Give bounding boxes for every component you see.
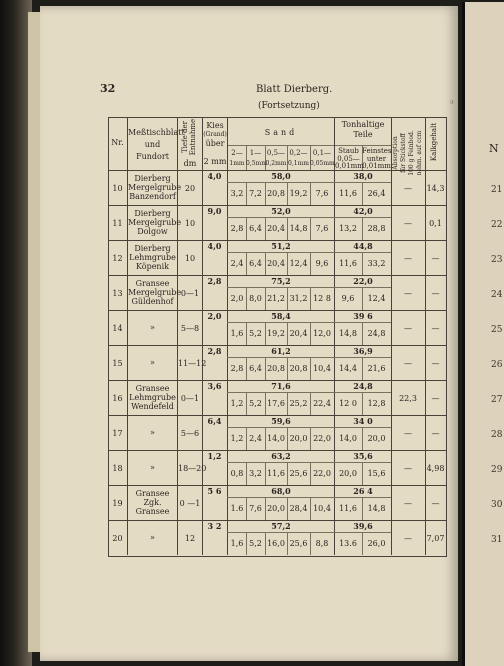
row-absorption: — — [404, 498, 412, 508]
row-sand-total: 59,6 — [271, 416, 291, 426]
header-feinstes-unter: unter — [366, 155, 387, 163]
row-sand-value: 22,0 — [313, 469, 331, 478]
row-kies: 2,8 — [207, 346, 222, 356]
row-sand-value: 1.6 — [230, 504, 244, 513]
row-fundort: Mergelgrube — [128, 218, 182, 227]
row-sand-value: 8,8 — [315, 539, 329, 548]
row-staub: 13.6 — [339, 539, 357, 548]
total-underline — [227, 497, 391, 498]
row-nr: 15 — [112, 358, 123, 368]
header-sand-unit: 0,2mm — [265, 160, 287, 167]
row-sand-value: 2,4 — [230, 259, 244, 268]
total-underline — [227, 462, 391, 463]
row-sand-value: 20,4 — [289, 329, 308, 338]
row-fundort: Dierberg — [134, 174, 171, 183]
row-sand-value: 1,6 — [230, 539, 244, 548]
row-sand-total: 68,0 — [271, 486, 291, 496]
total-underline — [227, 287, 391, 288]
row-nr: 18 — [112, 463, 123, 473]
row-tiefe: 0 —1 — [179, 498, 201, 508]
row-fundort: » — [150, 428, 155, 437]
header-sand-range: 0,5— — [266, 149, 286, 157]
row-ton-total: 35,6 — [353, 451, 373, 461]
row-absorption: — — [404, 288, 412, 298]
row-sand-value: 8,0 — [249, 294, 262, 303]
row-sand-value: 5,2 — [249, 399, 262, 408]
page-number: 32 — [100, 82, 116, 95]
header-sand-unit: 0,05mm — [310, 160, 335, 167]
next-page-row-number: 30 — [491, 500, 503, 510]
row-kies: 6,4 — [207, 416, 222, 426]
row-feinstes: 20,0 — [367, 434, 386, 443]
row-fundort: Banzendorf — [129, 192, 176, 201]
row-sand-value: 19,2 — [289, 189, 308, 198]
row-sand-value: 9,6 — [315, 259, 329, 268]
row-ton-total: 39,6 — [353, 521, 373, 531]
row-sand-value: 5,2 — [249, 329, 262, 338]
header-tiefe-unit: dm — [183, 159, 197, 168]
row-fundort: Gransee — [135, 384, 170, 393]
row-kalk: — — [431, 428, 440, 438]
page-curl-mark: ᵓ — [450, 99, 454, 110]
header-tonhaltige: Tonhaltige — [341, 120, 385, 129]
row-sand-value: 12,4 — [289, 259, 308, 268]
sand-subheader-line — [228, 145, 334, 146]
row-staub: 20,0 — [339, 469, 357, 478]
row-sand-value: 6,4 — [249, 364, 262, 373]
row-kalk: — — [431, 498, 440, 508]
row-sand-value: 20,8 — [267, 364, 285, 373]
row-sand-total: 58,0 — [271, 171, 291, 181]
row-nr: 19 — [112, 498, 123, 508]
row-fundort: Mergelgrube — [128, 288, 182, 297]
header-sand-unit: 1mm — [229, 160, 245, 167]
row-nr: 17 — [112, 428, 123, 438]
row-absorption: 22,3 — [399, 393, 417, 403]
row-tiefe: 10 — [184, 253, 196, 263]
page-title: Blatt Dierberg. — [256, 84, 333, 95]
row-feinstes: 15,6 — [367, 469, 386, 478]
row-sand-total: 51,2 — [271, 241, 291, 251]
header-staub-unit: 0,01mm — [335, 162, 364, 170]
row-feinstes: 26,0 — [367, 539, 386, 548]
total-underline — [227, 252, 391, 253]
total-underline — [227, 532, 391, 533]
header-messtischblatt: Meßtischblatt — [128, 128, 185, 137]
header-feinstes: Feinstes — [362, 147, 392, 155]
row-sand-total: 52,0 — [271, 206, 291, 216]
row-sand-total: 61,2 — [271, 346, 291, 356]
next-page-row-number: 24 — [491, 290, 503, 300]
row-nr: 16 — [112, 393, 123, 403]
row-ton-total: 38,0 — [353, 171, 373, 181]
row-kalk: 0,1 — [429, 218, 442, 228]
row-fundort: » — [150, 323, 155, 332]
header-sand-range: 1— — [249, 149, 262, 157]
row-kies: 4,0 — [207, 171, 222, 181]
next-page-row-number: 31 — [491, 535, 503, 545]
row-sand-value: 2,8 — [230, 224, 244, 233]
row-staub: 14,8 — [339, 329, 357, 338]
header-sand: Sand — [264, 128, 298, 137]
row-sand-value: 7,6 — [315, 224, 329, 233]
row-sand-value: 31,2 — [289, 294, 308, 303]
row-kies: 3 2 — [207, 521, 222, 531]
row-kalk: 7,07 — [426, 533, 445, 543]
row-ton-total: 42,0 — [353, 206, 373, 216]
row-staub: 13,2 — [339, 224, 357, 233]
next-page-row-number: 25 — [491, 325, 503, 335]
header-feinstes-unit: 0,01mm — [362, 162, 391, 170]
row-sand-value: 16,0 — [267, 539, 285, 548]
row-sand-value: 20,0 — [289, 434, 308, 443]
row-kies: 3,6 — [207, 381, 222, 391]
row-tiefe: 20 — [184, 183, 196, 193]
next-page-row-number: 29 — [491, 465, 503, 475]
row-tiefe: 11—12 — [178, 358, 207, 368]
row-kies: 4,0 — [207, 241, 222, 251]
row-sand-value: 20,8 — [267, 189, 285, 198]
row-absorption: — — [404, 323, 412, 333]
row-sand-value: 7,6 — [315, 189, 329, 198]
row-sand-total: 57,2 — [271, 521, 291, 531]
row-sand-value: 2,8 — [230, 364, 244, 373]
row-fundort: » — [150, 533, 155, 542]
header-tiefe: Tiefe der Entnahme — [181, 118, 197, 156]
row-kalk: — — [431, 393, 440, 403]
row-sand-value: 5,2 — [249, 539, 262, 548]
row-ton-total: 39 6 — [353, 311, 373, 321]
header-sand-unit: 0,1mm — [288, 160, 309, 167]
row-sand-value: 20,4 — [267, 224, 285, 233]
row-fundort: » — [150, 463, 155, 472]
header-kies: Kies — [206, 121, 224, 130]
row-absorption: — — [404, 533, 412, 543]
row-ton-total: 36,9 — [353, 346, 373, 356]
row-nr: 10 — [112, 183, 123, 193]
total-underline — [227, 427, 391, 428]
row-sand-total: 58,4 — [271, 311, 291, 321]
row-sand-total: 63,2 — [271, 451, 291, 461]
next-page-row-number: 28 — [491, 430, 503, 440]
row-feinstes: 24,8 — [367, 329, 386, 338]
row-nr: 11 — [112, 218, 123, 228]
row-fundort: » — [150, 358, 155, 367]
total-underline — [227, 392, 391, 393]
row-sand-value: 25,2 — [289, 399, 308, 408]
row-fundort: Gransee — [135, 489, 170, 498]
total-underline — [227, 182, 391, 183]
row-kalk: 4,98 — [426, 463, 445, 473]
row-kies: 2,8 — [207, 276, 222, 286]
row-kalk: — — [431, 323, 440, 333]
row-sand-value: 14,0 — [267, 434, 285, 443]
next-page-edge — [462, 2, 504, 666]
row-feinstes: 12,8 — [367, 399, 386, 408]
row-sand-value: 3,2 — [230, 189, 244, 198]
row-sand-value: 2,4 — [249, 434, 262, 443]
row-absorption: — — [404, 463, 412, 473]
row-staub: 11,6 — [339, 189, 357, 198]
header-sand-range: 0,2— — [289, 149, 308, 157]
row-absorption: — — [404, 428, 412, 438]
row-feinstes: 12,4 — [367, 294, 386, 303]
row-sand-value: 7,2 — [249, 189, 262, 198]
row-sand-total: 71,6 — [271, 381, 291, 391]
row-fundort: Zgk. — [143, 498, 162, 507]
row-sand-value: 7,6 — [249, 504, 262, 513]
row-fundort: Gransee — [135, 279, 170, 288]
row-ton-total: 24,8 — [353, 381, 373, 391]
row-tiefe: 12 — [184, 533, 196, 543]
row-sand-value: 19,2 — [267, 329, 285, 338]
header-sand-unit: 0,5mm — [246, 160, 267, 167]
row-sand-value: 20,8 — [289, 364, 308, 373]
row-sand-value: 22,4 — [313, 399, 331, 408]
page-subtitle: (Fortsetzung) — [258, 101, 320, 111]
next-page-row-number: 21 — [491, 185, 503, 195]
row-fundort: Wendefeld — [131, 402, 174, 411]
row-feinstes: 33,2 — [367, 259, 386, 268]
row-sand-value: 3,2 — [249, 469, 262, 478]
row-fundort: Dolgow — [137, 227, 168, 236]
header-absorption: Absorption für Stickstoff 100 g Feinbod. nehm. auf ccm — [392, 130, 423, 176]
row-sand-value: 6,4 — [249, 224, 262, 233]
row-nr: 20 — [112, 533, 123, 543]
header-kies-size: 2 mm — [203, 157, 227, 166]
row-fundort: Mergelgrube — [128, 183, 182, 192]
row-fundort: Köpenik — [136, 262, 169, 271]
next-page-header: N — [489, 142, 499, 155]
row-sand-value: 25,6 — [289, 469, 308, 478]
row-fundort: Dierberg — [134, 244, 171, 253]
row-kalk: 14,3 — [426, 183, 445, 193]
row-sand-value: 25,6 — [289, 539, 308, 548]
row-ton-total: 26 4 — [353, 486, 373, 496]
row-nr: 13 — [112, 288, 123, 298]
header-staub-range: 0,05— — [337, 155, 360, 163]
header-kies-grand: (Grand) — [203, 131, 227, 138]
row-staub: 11,6 — [339, 504, 357, 513]
row-staub: 14,0 — [339, 434, 357, 443]
row-nr: 14 — [112, 323, 123, 333]
row-fundort: Güldenhof — [131, 297, 174, 306]
header-fundort: Fundort — [136, 152, 169, 161]
row-kies: 2,0 — [207, 311, 222, 321]
row-tiefe: 0—1 — [180, 288, 200, 298]
row-absorption: — — [404, 183, 412, 193]
row-absorption: — — [404, 358, 412, 368]
row-sand-value: 12,0 — [313, 329, 331, 338]
total-underline — [227, 357, 391, 358]
row-sand-value: 22,0 — [313, 434, 331, 443]
row-sand-value: 6,4 — [249, 259, 262, 268]
row-kalk: — — [431, 253, 440, 263]
row-kalk: — — [431, 288, 440, 298]
row-tiefe: 10 — [184, 218, 196, 228]
row-ton-total: 34 0 — [353, 416, 373, 426]
row-fundort: Lehmgrube — [129, 253, 176, 262]
next-page-row-number: 22 — [491, 220, 503, 230]
row-fundort: Gransee — [135, 507, 170, 516]
row-sand-total: 75,2 — [271, 276, 291, 286]
row-sand-value: 2,0 — [230, 294, 244, 303]
total-underline — [227, 322, 391, 323]
row-sand-value: 10,4 — [313, 504, 331, 513]
row-tiefe: 18—20 — [178, 463, 207, 473]
header-sand-range: 2— — [231, 149, 243, 157]
row-kies: 9,0 — [207, 206, 222, 216]
row-sand-value: 21,2 — [267, 294, 285, 303]
row-feinstes: 26,4 — [367, 189, 386, 198]
row-tiefe: 5—8 — [180, 323, 200, 333]
total-underline — [227, 217, 391, 218]
row-sand-value: 14,8 — [289, 224, 308, 233]
row-sand-value: 20,0 — [267, 504, 285, 513]
next-page-row-number: 23 — [491, 255, 503, 265]
row-feinstes: 21,6 — [367, 364, 386, 373]
row-absorption: — — [404, 218, 412, 228]
row-kalk: — — [431, 358, 440, 368]
header-kies-ueber: über — [205, 139, 225, 148]
row-sand-value: 10,4 — [313, 364, 331, 373]
row-sand-value: 12 8 — [313, 294, 331, 303]
row-ton-total: 44,8 — [353, 241, 373, 251]
row-feinstes: 14,8 — [367, 504, 386, 513]
row-sand-value: 0,8 — [230, 469, 244, 478]
row-nr: 12 — [112, 253, 123, 263]
row-sand-value: 1,2 — [230, 399, 244, 408]
header-und: und — [144, 140, 161, 149]
row-ton-total: 22,0 — [353, 276, 373, 286]
next-page-row-number: 26 — [491, 360, 503, 370]
row-staub: 14,4 — [339, 364, 357, 373]
row-tiefe: 5—6 — [180, 428, 200, 438]
row-staub: 11,6 — [339, 259, 357, 268]
row-sand-value: 17,6 — [267, 399, 285, 408]
row-absorption: — — [404, 253, 412, 263]
next-page-row-number: 27 — [491, 395, 503, 405]
row-fundort: Dierberg — [134, 209, 171, 218]
header-kalkgehalt: Kalkgehalt — [430, 122, 438, 162]
row-sand-value: 28,4 — [289, 504, 308, 513]
row-kies: 5 6 — [207, 486, 222, 496]
row-sand-value: 1,6 — [230, 329, 244, 338]
header-sand-range: 0,1— — [312, 149, 332, 157]
header-staub: Staub — [338, 147, 359, 155]
row-sand-value: 11,6 — [267, 469, 285, 478]
header-teile: Teile — [353, 130, 373, 139]
row-staub: 9,6 — [341, 294, 355, 303]
row-fundort: Lehmgrube — [129, 393, 176, 402]
row-feinstes: 28,8 — [367, 224, 386, 233]
row-sand-value: 1,2 — [230, 434, 244, 443]
row-sand-value: 20,4 — [267, 259, 285, 268]
row-tiefe: 0—1 — [180, 393, 200, 403]
row-kies: 1,2 — [207, 451, 222, 461]
row-staub: 12 0 — [339, 399, 357, 408]
header-nr: Nr. — [111, 138, 124, 147]
